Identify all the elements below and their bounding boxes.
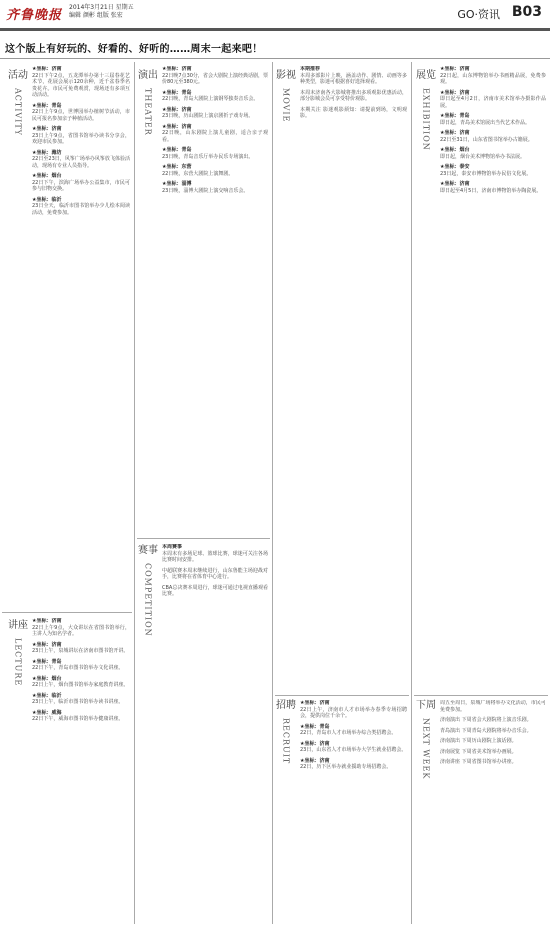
listing-location: ★坐标：济南 [440,66,470,72]
listing-text: 22日下午，滨海广场举办公益集市，市民可参与旧物交换。 [32,179,130,192]
listing-item [162,164,268,177]
listing-location: 本周赛事 [162,544,183,550]
listing-item [300,66,407,86]
section-divider [275,695,409,696]
theater-listings [162,66,268,532]
listing-item [32,66,130,99]
activity-listings [32,66,130,606]
listing-text: 22日，历下区举办就业援助专场招聘会。 [300,764,392,770]
listing-text: 22日晚，东营大剧院上演舞剧。 [162,170,234,177]
listing-text: 即日起，烟台美术博物馆举办书法展。 [440,153,526,160]
section-label-cn: 下周 [416,700,436,711]
listing-location: ★坐标：烟台 [440,147,470,153]
listing-location: ★坐标：青岛 [32,658,62,665]
listing-item [440,130,546,143]
page-banner: 这个版上有好玩的、好看的、好听的……周末一起来吧！ [5,44,263,55]
section-divider [137,538,270,539]
issue-editor: 编辑 颜彬 组版 张宏 [69,12,123,19]
issue-meta [69,4,134,20]
listing-location: ★坐标：济南 [32,66,62,72]
listing-text: 22日至31日，山东省图书馆举办古籍展。 [440,136,533,143]
listing-item [440,759,546,766]
listing-location: ★坐标：济南 [440,89,470,96]
section-label-en: ACTIVITY [13,88,23,136]
listing-item [32,659,130,672]
section-label-en: RECRUIT [281,718,291,765]
listing-item [32,618,130,638]
section-label-cn: 展览 [416,70,436,81]
listing-item [32,197,130,217]
masthead-rule [0,28,550,31]
issue-date: 2014年3月21日 星期五 [69,4,134,11]
listing-location: ★坐标：烟台 [32,675,62,682]
listing-item [32,693,130,706]
listing-text: 周五至周日，泉城广场将举办文化活动，市民可免费参加。 [440,700,546,713]
listing-location: ★坐标：临沂 [32,196,62,203]
listing-location: 本期推荐 [300,66,321,72]
listing-item [440,147,546,160]
lecture-listings [32,618,130,922]
listing-text: 济南展览 下周省美术馆举办画展。 [440,748,517,755]
section-label-en: LECTURE [13,638,23,687]
section-label-nextweek [416,700,436,779]
listing-text: 23日，山东省人才市场举办大学生就业招聘会。 [300,747,407,753]
listing-item [162,147,268,160]
listing-item [440,738,546,745]
listing-text: 22日上午，烟台图书馆举办家庭教育讲座。 [32,682,129,688]
column-divider [272,62,273,924]
listing-text: 22日起，山东博物馆举办书画精品展，免费参观。 [440,72,546,85]
listing-item [440,700,546,713]
section-label-cn: 讲座 [8,620,28,631]
listing-text: 23日起，泰安市博物馆举办民俗文化展。 [440,170,532,177]
section-label-competition [138,545,158,637]
section-divider [414,695,548,696]
listing-item [440,728,546,735]
section-divider [2,612,132,613]
listing-text: 本周多部影片上映，涵盖动作、剧情、动画等多种类型，影迷可根据喜好选择观看。 [300,72,407,85]
listing-item [300,724,407,737]
listing-text: 22日下午，青岛市图书馆举办文化讲座。 [32,665,124,671]
page-number: B03 [511,4,542,20]
section-label-en: MOVIE [281,88,291,123]
listing-text: 本周末有多场足球、篮球比赛，球迷可关注各场比赛时间安排。 [162,550,268,563]
section-label-exhibition [416,70,436,151]
listing-item [440,66,546,86]
listing-text: 22日上午，济南市人才市场举办春季专场招聘会，提供岗位千余个。 [300,706,407,719]
listing-location: ★坐标：泰安 [440,164,470,170]
listing-item [162,66,268,86]
listing-item [32,710,130,723]
listing-item [300,90,407,103]
listing-location: ★坐标：临沂 [32,692,62,699]
listing-text: 中超联赛本周末继续进行，山东鲁能主场迎战对手，比赛将在省体育中心进行。 [162,567,268,580]
listing-text: 22日晚，青岛大剧院上演钢琴独奏音乐会。 [162,96,259,102]
listing-location: ★坐标：济南 [300,740,330,747]
column-divider [134,62,135,924]
listing-item [162,544,268,564]
listing-location: ★坐标：潍坊 [32,149,62,156]
listing-location: ★坐标：济南 [300,700,330,706]
listing-location: ★坐标：济南 [162,66,192,72]
movie-listings [300,66,407,690]
listing-text: 22日至23日，风筝广场举办风筝放飞体验活动，现场有专业人员指导。 [32,156,130,169]
listing-text: 23日晚，历山剧院上演京剧折子戏专场。 [162,113,254,119]
section-label-en: COMPETITION [143,563,153,637]
listing-text: 济南演出 下周历山剧院上演话剧。 [440,738,517,744]
listing-text: 22日晚7点30分，省会大剧院上演经典话剧，票价80元至380元。 [162,72,268,85]
listing-text: 22日下午，威海市图书馆举办健康讲座。 [32,716,124,722]
recruit-listings [300,700,407,922]
section-label-cn: 演出 [138,70,158,81]
newspaper-logo: 齐鲁晚报 [6,8,63,23]
section-label-en: EXHIBITION [421,88,431,151]
listing-item [440,90,546,110]
listing-item [32,103,130,123]
banner-rule [0,58,550,59]
listing-item [162,124,268,144]
listing-location: ★坐标：济南 [32,618,62,624]
listing-text: 23日上午，临沂市图书馆举办读书讲座。 [32,699,124,705]
listing-text: 23日上午，泉城讲坛在济南市图书馆开讲。 [32,648,129,654]
listing-location: ★坐标：济南 [32,126,62,132]
listing-location: ★坐标：青岛 [32,102,62,109]
section-label-movie [276,70,296,122]
listing-location: ★坐标：青岛 [440,113,470,119]
section-label-en: NEXT WEEK [421,718,431,780]
section-label-cn: 影视 [276,70,296,81]
listing-item [300,741,407,754]
section-label-recruit [276,700,296,764]
listing-item [162,90,268,103]
listing-item [32,126,130,146]
listing-item [32,676,130,689]
listing-item [32,642,130,655]
listing-item [162,181,268,194]
nextweek-listings [440,700,546,922]
listing-text: 即日起，青岛美术馆展出当代艺术作品。 [440,119,531,126]
listing-item [440,749,546,756]
listing-text: 本期关注 影迷观影须知：请提前到场，文明观影。 [300,106,407,119]
listing-location: ★坐标：济南 [300,757,330,764]
section-label-activity [8,70,28,136]
listing-location: ★坐标：济南 [162,106,192,113]
listing-text: 即日起至4月5日，济南市博物馆举办陶瓷展。 [440,187,542,194]
column-divider [411,62,412,924]
listing-text: 23日上午9点，省图书馆举办读书分享会，欢迎市民参加。 [32,132,130,145]
listing-item [162,585,268,598]
competition-listings [162,544,268,922]
listing-item [32,173,130,193]
listing-item [440,181,546,194]
section-label-cn: 赛事 [138,545,158,556]
section-label-theater [138,70,158,136]
section-label-lecture [8,620,28,686]
listing-text: 23日晚，青岛音乐厅举办民乐专场演出。 [162,153,254,160]
listing-text: 23日晚，淄博大剧院上演交响音乐会。 [162,187,249,194]
listing-location: ★坐标：烟台 [32,173,62,179]
listing-text: 本周末济南各大影城将推出多项观影优惠活动，部分影城会员可享受特价观影。 [300,89,407,102]
listing-text: 22日晚，山东剧院上演儿童剧，适合亲子观看。 [162,130,268,143]
listing-location: ★坐标：青岛 [300,723,330,730]
section-label-cn: 活动 [8,70,28,81]
listing-text: 22日，青岛市人才市场举办综合类招聘会。 [300,730,397,736]
listing-location: ★坐标：济南 [162,123,192,130]
listing-text: CBA总决赛本周进行，球迷可通过电视直播观看比赛。 [162,584,268,597]
listing-item [440,717,546,724]
listing-item [300,758,407,771]
listing-location: ★坐标：青岛 [162,89,192,96]
listing-location: ★坐标：济南 [32,641,62,648]
listing-text: 23日全天，临沂市图书馆举办少儿绘本阅读活动，免费参加。 [32,203,130,216]
section-title: GO·资讯 [457,8,500,21]
listing-text: 济南讲座 下周省图书馆举办讲座。 [440,759,517,765]
listing-item [32,150,130,170]
listing-text: 22日上午9点，世博园举办植树节活动，市民可报名参加亲子种植活动。 [32,109,130,122]
listing-location: ★坐标：淄博 [162,181,192,187]
listing-location: ★坐标：济南 [440,181,470,187]
listing-text: 济南演出 下周省会大剧院将上演音乐剧。 [440,717,532,723]
listing-item [300,107,407,120]
listing-item [162,107,268,120]
listing-item [162,568,268,581]
section-label-en: THEATER [143,88,153,136]
listing-text: 22日上午9点，大众讲坛在省图书馆举行，主讲人为知名学者。 [32,624,130,637]
listing-text: 青岛演出 下周青岛大剧院将举办音乐会。 [440,727,532,734]
listing-location: ★坐标：济南 [440,130,470,136]
listing-item [440,113,546,126]
listing-location: ★坐标：威海 [32,709,62,716]
listing-text: 即日起至4月2日，济南市美术馆举办摄影作品展。 [440,96,546,109]
section-label-cn: 招聘 [276,700,296,711]
listing-location: ★坐标：东营 [162,164,192,170]
listing-location: ★坐标：青岛 [162,147,192,153]
listing-item [300,700,407,720]
masthead [0,0,550,34]
listing-text: 22日下午2点，五龙潭举办第十三届春花艺术节，花展会展示120余种，近千盆春季名贵花卉。市民可免费观赏，现场还有多项互动活动。 [32,72,130,98]
listing-item [440,164,546,177]
exhibition-listings [440,66,546,690]
